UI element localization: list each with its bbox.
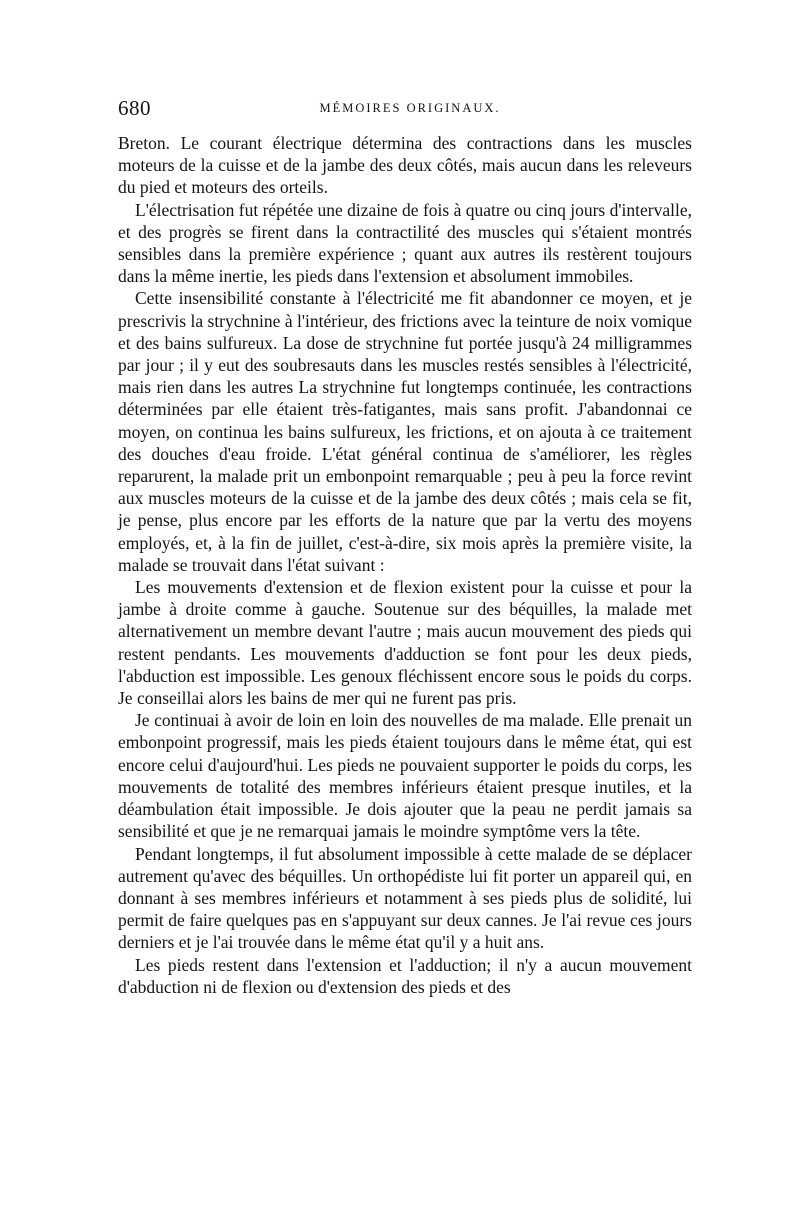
paragraph: Les pieds restent dans l'extension et l'adduction; il n'y a aucun mouvement d'abduction ni de flexion ou d'extension des pieds et des xyxy=(118,954,692,997)
body-text xyxy=(118,132,692,998)
paragraph: Pendant longtemps, il fut absolument impossible à cette malade de se déplacer autrement qu'avec des béquilles. Un orthopédiste lui fit porter un appareil qui, en donnant à ses membres inférieurs et notamment à ses pieds plus de solidité, lui permit de faire quelques pas en s'appuyant sur deux cannes. Je l'ai revue ces jours derniers et je l'ai trouvée dans le même état qu'il y a huit ans. xyxy=(118,843,692,953)
paragraph: Breton. Le courant électrique détermina des contractions dans les muscles moteurs de la cuisse et de la jambe des deux côtés, mais aucun dans les releveurs du pied et moteurs des orteils. xyxy=(118,133,692,198)
paragraph: Je continuai à avoir de loin en loin des nouvelles de ma malade. Elle prenait un embonpoint progressif, mais les pieds étaient toujours dans le même état, qui est encore celui d'aujourd'hui. Les pieds ne pouvaient supporter le poids du corps, les mouvements de totalité des membres inférieurs étaient presque inutiles, et la déambulation était impossible. Je dois ajouter que la peau ne perdit jamais sa sensibilité et que je ne remarquai jamais le moindre symptôme vers la tête. xyxy=(118,710,692,842)
page-header xyxy=(118,96,692,122)
page-number: 680 xyxy=(118,96,151,120)
paragraph: Cette insensibilité constante à l'électricité me fit abandonner ce moyen, et je prescrivis la strychnine à l'intérieur, des frictions avec la teinture de noix vomique et des bains sulfureux. La dose de strychnine fut portée jusqu'à 24 milligrammes par jour ; il y eut des soubresauts dans les muscles restés sensibles à l'électricité, mais rien dans les autres La strychnine fut longtemps continuée, les contractions déterminées par elle étaient très-fatigantes, mais sans profit. J'abandonnai ce moyen, on continua les bains sulfureux, les frictions, et on ajouta à ce traitement des douches d'eau froide. L'état général continua de s'améliorer, les règles reparurent, la malade prit un embonpoint remarquable ; peu à peu la force revint aux muscles moteurs de la cuisse et de la jambe des deux côtés ; mais cela se fit, je pense, plus encore par les efforts de la nature que par la vertu des moyens employés, et, à la fin de juillet, c'est-à-dire, six mois après la première visite, la malade se trouvait dans l'état suivant : xyxy=(118,288,692,575)
paragraph: Les mouvements d'extension et de flexion existent pour la cuisse et pour la jambe à droite comme à gauche. Soutenue sur des béquilles, la malade met alternativement un membre devant l'autre ; mais aucun mouvement des pieds qui restent pendants. Les mouvements d'adduction se font pour les deux pieds, l'abduction est impossible. Les genoux fléchissent encore sous le poids du corps. Je conseillai alors les bains de mer qui ne furent pas pris. xyxy=(118,577,692,709)
running-title: MÉMOIRES ORIGINAUX. xyxy=(319,101,501,115)
paragraph: L'électrisation fut répétée une dizaine de fois à quatre ou cinq jours d'intervalle, et des progrès se firent dans la contractilité des muscles qui s'étaient montrés sensibles dans la première expérience ; quant aux autres ils restèrent toujours dans la même inertie, les pieds dans l'extension et absolument immobiles. xyxy=(118,199,692,287)
